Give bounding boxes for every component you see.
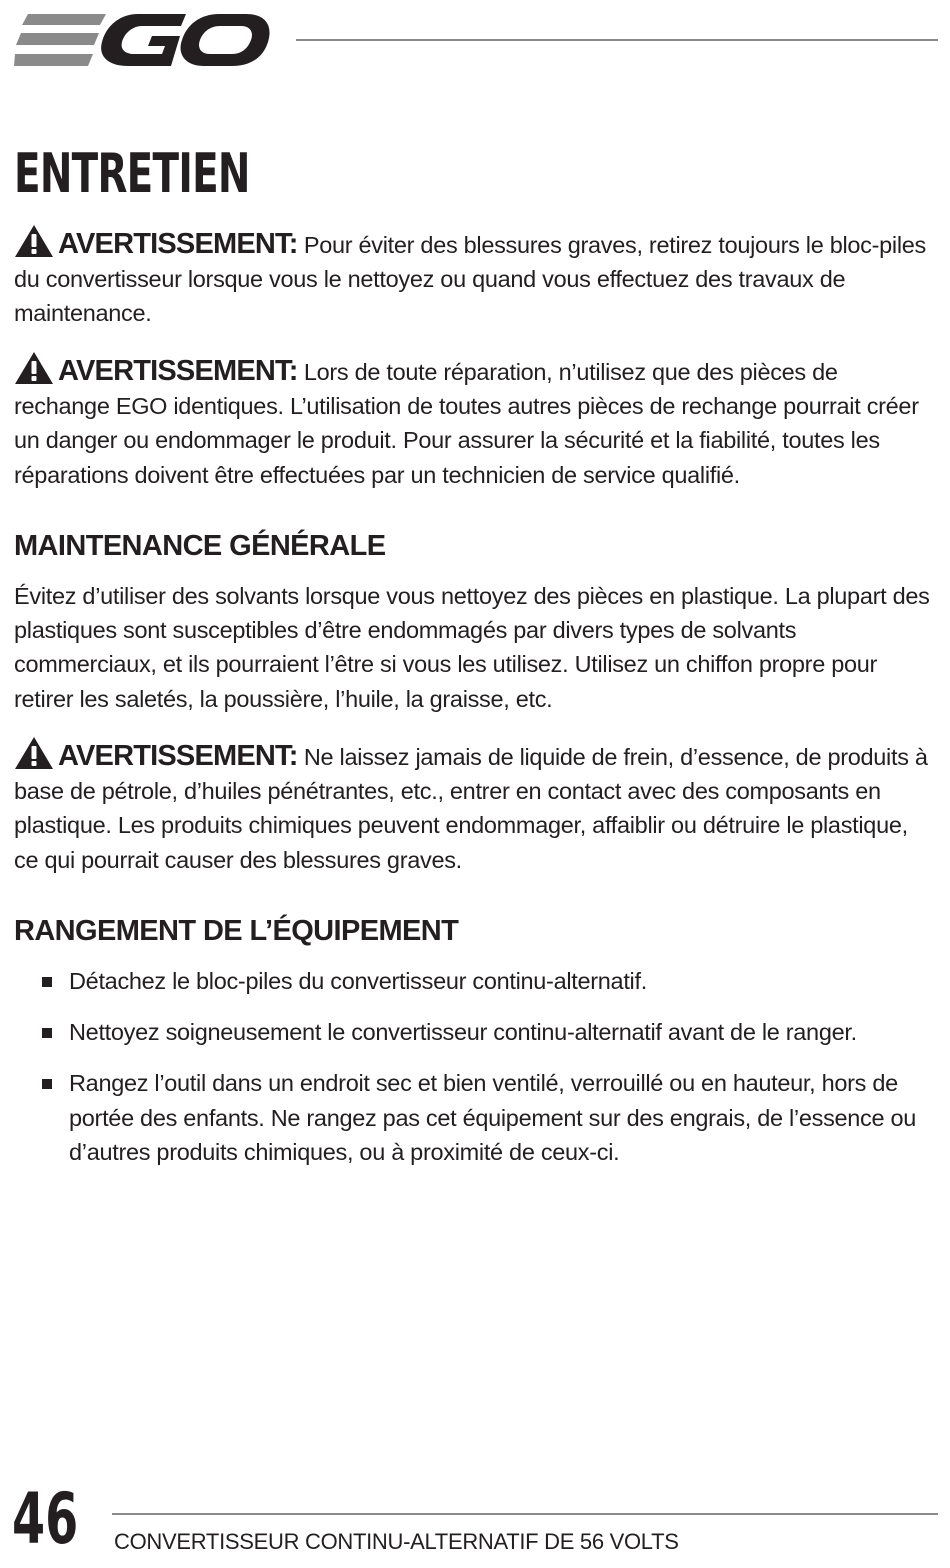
storage-list [14, 964, 938, 1186]
footer-rule [112, 1513, 938, 1515]
warning-triangle-icon [14, 224, 54, 258]
bullet-square-icon [42, 977, 52, 987]
list-item-text: Rangez l’outil dans un endroit sec et bien ventilé, verrouillé ou en hauteur, hors de portée des enfants. Ne rangez pas cet équipement sur des engrais, de l’essence ou d’autres produits chimiques, ou à proximité de ceux-ci. [69, 1070, 917, 1165]
list-item [14, 1015, 938, 1049]
warning-label: AVERTISSEMENT: [58, 355, 298, 387]
warning-paragraph [14, 224, 938, 331]
page-header [0, 0, 950, 80]
page-number: 46 [12, 1478, 79, 1560]
warning-text: Ne laissez jamais de liquide de frein, d’essence, de produits à base de pétrole, d’huiles pénétrantes, etc., entrer en contact avec des composants en plastique. Les produits chimiques peuvent endommager, affaiblir ou détruire le plastique, ce qui pourrait causer des blessures graves. [14, 744, 928, 873]
warning-text: Lors de toute réparation, n’utilisez que des pièces de rechange EGO identiques. L’utilisation de toutes autres pièces de rechange pourrait créer un danger ou endommager le produit. Pour assurer la sécurité et la fiabilité, toutes les réparations doivent être effectuées par un technicien de service qualifié. [14, 359, 919, 488]
warning-triangle-icon [14, 736, 54, 770]
section-heading-general-maintenance: MAINTENANCE GÉNÉRALE [14, 530, 386, 562]
bullet-square-icon [42, 1028, 52, 1038]
list-item [14, 964, 938, 998]
list-item-text: Détachez le bloc-piles du convertisseur continu-alternatif. [69, 968, 647, 994]
list-item-text: Nettoyez soigneusement le convertisseur continu-alternatif avant de le ranger. [69, 1019, 857, 1046]
warning-label: AVERTISSEMENT: [58, 740, 298, 772]
ego-logo [14, 12, 270, 68]
header-rule [296, 39, 938, 41]
page-title: ENTRETIEN [14, 142, 250, 205]
warning-text: Pour éviter des blessures graves, retirez toujours le bloc-piles du convertisseur lorsque vous le nettoyez ou quand vous effectuez des travaux de maintenance. [14, 232, 926, 327]
warning-paragraph [14, 351, 938, 492]
warning-label: AVERTISSEMENT: [58, 228, 298, 260]
footer-product-name: CONVERTISSEUR CONTINU-ALTERNATIF DE 56 VOLTS [114, 1529, 679, 1554]
section-heading-storage: RANGEMENT DE L’ÉQUIPEMENT [14, 915, 459, 947]
general-maintenance-text: Évitez d’utiliser des solvants lorsque vous nettoyez des pièces en plastique. La plupart des plastiques sont susceptibles d’être endommagés par divers types de solvants commerciaux, et ils pourraient l’être si vous les utilisez. Utilisez un chiffon propre pour retirer les saletés, la poussière, l’huile, la graisse, etc. [14, 583, 930, 712]
list-item [14, 1066, 938, 1169]
warning-paragraph [14, 736, 938, 877]
warning-triangle-icon [14, 351, 54, 385]
bullet-square-icon [42, 1079, 52, 1089]
